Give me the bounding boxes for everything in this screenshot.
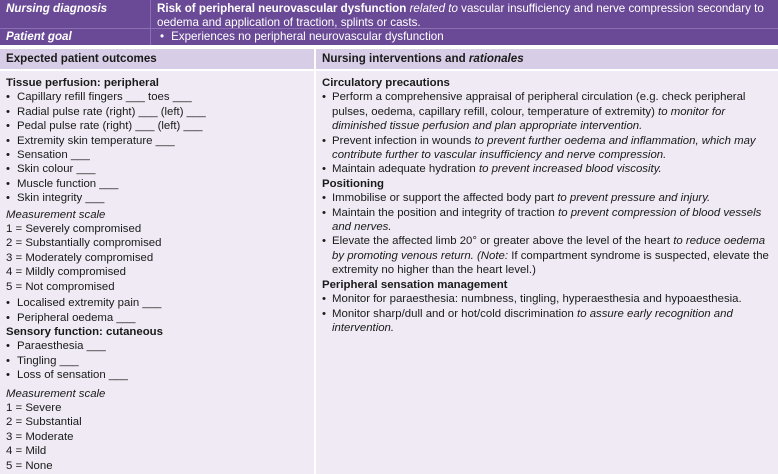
outcomes-column-header: Expected patient outcomes (0, 49, 314, 69)
goal-text: Experiences no peripheral neurovascular dysfunction (171, 30, 444, 43)
list-item (322, 191, 778, 205)
list-item: • Loss of sensation ___ (6, 368, 314, 382)
extra-outcomes-list (6, 296, 314, 325)
list-item (322, 134, 778, 163)
list-item (322, 206, 778, 235)
header-column-divider (150, 0, 151, 45)
diagnosis-header (0, 0, 778, 45)
header-row-divider (0, 28, 778, 29)
positioning-list (322, 191, 778, 277)
rationale-text: to prevent pressure and injury. (557, 192, 711, 205)
circulatory-precautions-list (322, 90, 778, 176)
scale-item: 3 = Moderate (6, 430, 74, 443)
peripheral-sensation-heading: Peripheral sensation management (322, 278, 508, 291)
measurement-scale-heading: Measurement scale (6, 387, 106, 400)
rationale-text: to assure early recognition and intervention. (332, 307, 733, 334)
rationale-text: to prevent increased blood viscosity. (478, 163, 662, 176)
diagnosis-detail: vascular insufficiency and nerve compression secondary to oedema and application of traction, splints or casts. (157, 2, 764, 29)
nursing-diagnosis-text (157, 2, 772, 29)
intervention-text: Perform a comprehensive appraisal of peripheral circulation (e.g. check peripheral pulses, oedema, capillary refill, colour, temperature of extremity) (332, 91, 746, 118)
scale-item: 1 = Severe (6, 401, 62, 414)
scale-item: 2 = Substantially compromised (6, 237, 162, 250)
list-item: • Tingling ___ (6, 354, 314, 368)
goal-bullet: • (160, 30, 165, 43)
list-item (322, 90, 778, 133)
rationale-text: to prevent further oedema and inflammation, which may contribute further to vascular insufficiency and nerve compression. (332, 134, 756, 162)
list-item (322, 162, 778, 176)
scale-item: 3 = Moderately compromised (6, 251, 154, 264)
intervention-text: Elevate the affected limb 20° or greater above the level of the heart (332, 235, 671, 248)
diagnosis-title: Risk of peripheral neurovascular dysfunction (157, 2, 407, 15)
intervention-text: Monitor for paraesthesia: numbness, tingling, hyperaesthesia and hypoaesthesia. (332, 293, 742, 306)
list-item: • Muscle function ___ (6, 177, 314, 191)
diagnosis-related: related to (409, 2, 458, 15)
scale-item: 1 = Severely compromised (6, 223, 142, 236)
outcomes-column (0, 71, 314, 474)
list-item: • Sensation ___ (6, 148, 314, 162)
patient-goal-label: Patient goal (6, 30, 72, 43)
note-label: (Note: (477, 249, 509, 262)
list-item (322, 234, 778, 277)
list-item: • Pedal pulse rate (right) ___ (left) ___ (6, 119, 314, 133)
measurement-scale-list (6, 222, 314, 294)
list-item (322, 292, 778, 306)
intervention-text: Immobilise or support the affected body part (332, 192, 555, 205)
list-item: • Skin colour ___ (6, 162, 314, 176)
rationale-text: to reduce oedema by promoting venous return. (332, 235, 766, 262)
list-item: • Localised extremity pain ___ (6, 296, 314, 310)
rationale-text: to monitor for diminished tissue perfusion and plan appropriate intervention. (332, 105, 726, 133)
intervention-text: Monitor sharp/dull and or hot/cold discrimination (332, 307, 574, 320)
rationale-text: to prevent compression of blood vessels and nerves. (332, 206, 762, 234)
measurement-scale-heading: Measurement scale (6, 208, 106, 221)
scale-item: 5 = None (6, 459, 53, 472)
interventions-column (316, 71, 778, 474)
list-item: • Capillary refill fingers ___ toes ___ (6, 90, 314, 104)
patient-goal-text (160, 30, 444, 44)
list-item: • Extremity skin temperature ___ (6, 134, 314, 148)
peripheral-sensation-list (322, 292, 778, 335)
scale-item: 2 = Substantial (6, 416, 82, 429)
list-item (322, 307, 778, 336)
sensory-function-heading: Sensory function: cutaneous (6, 325, 163, 338)
intervention-text: Prevent infection in wounds (332, 134, 472, 147)
list-item: • Skin integrity ___ (6, 191, 314, 205)
nursing-diagnosis-label: Nursing diagnosis (6, 2, 108, 15)
tissue-perfusion-list (6, 90, 314, 205)
scale-item: 5 = Not compromised (6, 280, 115, 293)
list-item: • Paraesthesia ___ (6, 339, 314, 353)
rationales-title: rationales (468, 52, 524, 65)
interventions-title: Nursing interventions and (322, 52, 466, 65)
scale-item: 4 = Mildly compromised (6, 266, 126, 279)
note-text: If compartment syndrome is suspected, elevate the extremity no higher than the heart level.) (332, 249, 769, 277)
tissue-perfusion-heading: Tissue perfusion: peripheral (6, 77, 159, 89)
list-item: • Peripheral oedema ___ (6, 311, 314, 325)
sensory-function-list (6, 339, 314, 382)
circulatory-precautions-heading: Circulatory precautions (322, 77, 450, 89)
positioning-heading: Positioning (322, 177, 385, 190)
scale-item: 4 = Mild (6, 445, 47, 458)
intervention-text: Maintain the position and integrity of traction (332, 206, 555, 219)
interventions-column-header (316, 49, 778, 69)
intervention-text: Maintain adequate hydration (332, 163, 476, 176)
measurement-scale-list (6, 401, 314, 473)
list-item: • Radial pulse rate (right) ___ (left) ___ (6, 105, 314, 119)
